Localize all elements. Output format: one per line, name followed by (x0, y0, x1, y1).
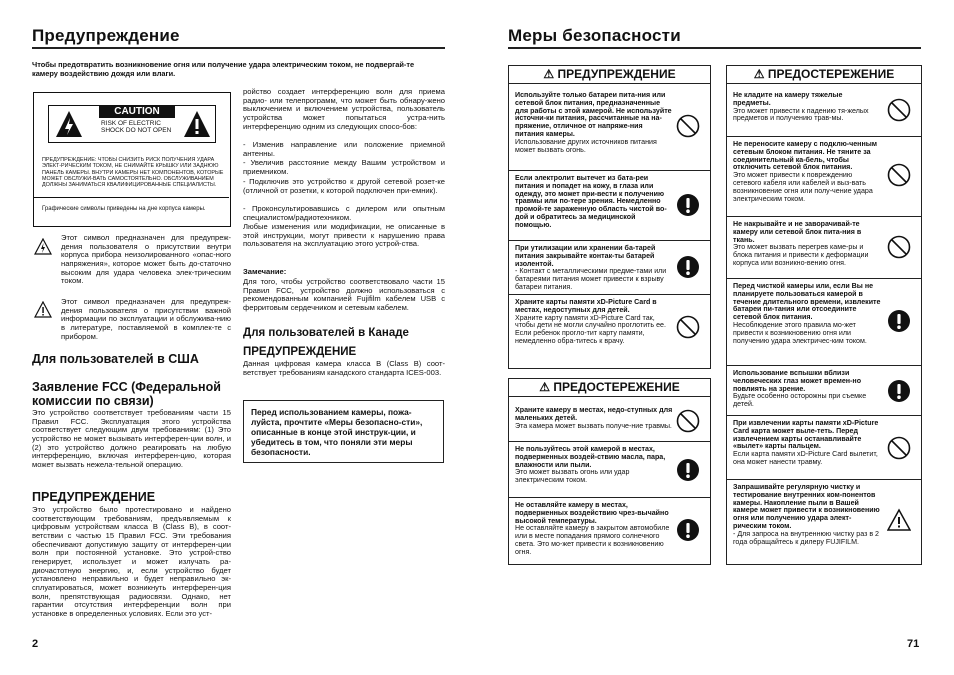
usa-heading: Для пользователей в США (32, 352, 199, 366)
caution-box-left (508, 378, 711, 565)
lightning-symbol-icon (34, 238, 52, 255)
item-text: Использование других источников питания может вызвать огонь. (515, 137, 657, 154)
col2-item: - Проконсультировавшись с дилером или опытным специалистом/радиотехником. (243, 204, 445, 222)
item-title: Не оставляйте камеру в местах, подверженных воздействию чрез-вычайно высокой температуры. (515, 501, 669, 525)
fcc-text: Это устройство соответствует требованиям части 15 Правил FCC. Эксплуатация этого устройства соответствует следующим двум требованиям: (1) Это устройство не может вызывать интерферен-ции волн, и (2) это устройство должно реагировать на любую интерференцию, включая интерферен-цию, которая может вызвать нежела-тельной операцию. (32, 408, 231, 469)
list-item (509, 86, 710, 170)
list-item (509, 170, 710, 240)
mandatory-icon (887, 379, 911, 403)
canada-heading: Для пользователей в Канаде (243, 327, 409, 339)
warning-heading: ПРЕДУПРЕЖДЕНИЕ (32, 490, 156, 504)
list-item (509, 399, 710, 441)
item-text: Это может привести к повреждению сетевого кабеля или кабелей и выз-вать возникновение огня или полу-чение удара электрическим током. (733, 171, 873, 203)
list-item (727, 216, 921, 278)
caution-box-right (726, 65, 922, 565)
item-title: Используйте только батареи пита-ния или сетевой блок питания, предназначенные для работы с этой камерой. Не используйте источни-ки питания, рассчитанные на на-пряжение, отличное от напряже-ния питания камеры. (515, 91, 672, 138)
mandatory-icon (676, 255, 700, 279)
safety-note-frame (243, 400, 444, 463)
item-title: Не переносите камеру с подклю-ченным сетевым блоком питания. Не тяните за соединительный ка-бель, чтобы отключить сетевой блок питания. (733, 140, 878, 172)
prohibited-icon (887, 436, 911, 460)
item-title: Не накрывайте и не заворачивай-те камеру или сетевой блок пита-ния в ткань. (733, 220, 862, 244)
prohibited-icon (887, 98, 911, 122)
mandatory-icon (676, 193, 700, 217)
list-item (509, 441, 710, 497)
item-title: Не кладите на камеру тяжелые предметы. (733, 91, 843, 107)
canada-warning: ПРЕДУПРЕЖДЕНИЕ (243, 346, 357, 358)
list-item (727, 136, 921, 216)
symbol-text-1: Этот символ предназначен для предупреж-дения пользователя о присутствии внутри корпуса прибора неизолированного «опас-ного напряжения», которое может быть до-статочно высоким для удара человека элек-трическим током. (61, 233, 231, 286)
caution-triangle-icon: ⚠ (543, 67, 555, 81)
caution-box-title: ПРЕДОСТЕРЕЖЕНИЕ (553, 380, 680, 394)
caution-text: ПРЕДУПРЕЖДЕНИЕ: ЧТОБЫ СНИЗИТЬ РИСК ПОЛУЧЕНИЯ УДАРА ЭЛЕКТ-РИЧЕСКИМ ТОКОМ, НЕ СНИМАЙТЕ КРЫШКУ ИЛИ ЗАДНЮЮ ПАНЕЛЬ КАМЕРЫ. ВНУТРИ КАМЕРЫ НЕТ КОМПОНЕНТОВ, КОТОРЫЕ МОЖЕТ ОБСЛУЖИ-ВАТЬ САМОСТОЯТЕЛЬНО. ОБСЛУЖИВАНИЕМ ДОЛЖНЫ ЗАНИМАТЬСЯ КВАЛИФИЦИРОВАННЫЕ СПЕЦИАЛИСТЫ. (42, 157, 224, 189)
item-text: - Для запроса на внутреннюю чистку раз в 2 года обращайтесь к дилеру FUJIFILM. (733, 529, 880, 546)
warning-box-header (509, 66, 710, 84)
col2-text2: Любые изменения или модификации, не описанные в этой инструкции, могут привести к нарушению права пользователя на эксплуатацию этого устрой-ства. (243, 222, 445, 249)
item-text: Если карта памяти xD-Picture Card вылетит, она может нанести травму. (733, 450, 878, 466)
item-title: Запрашивайте регулярную чистку и тестирование внутренних ком-понентов камеры. Накопление пыли в Вашей камере может привести к возникновению огня или получению удара элект-рическим током. (733, 483, 880, 530)
divider (508, 47, 921, 49)
warning-box (508, 65, 711, 369)
list-item (727, 479, 921, 564)
item-title: Не пользуйтесь этой камерой в местах, подверженных воздей-ствию масла, пара, влажности или пыли. (515, 445, 666, 469)
note-text: Для того, чтобы устройство соответствовало части 15 Правил FCC, устройство должно использоваться с рекомендованным компанией Fujifilm кабелем USB с ферритовым сердечником и сетевым кабелем. (243, 277, 445, 312)
warning-text: Это устройство было протестировано и найдено соответствующим требованиям, предъявляемым к цифровым устройствам класса B (Class B), в соот-ветствии с частью 15 Правил FCC. Эти требования обеспечивают допустимую защиту от интерферен-ции волн при постоянной установке. Это устрой-ство генерирует, использует и может излучать ра-диочастотную энергию, и, если устройство будет установлено неправильно и будет неправильно эк-сплуатироваться, может возникнуть интерферен-ция волн, препятствующая радиосвязи. Однако, нет гарантии отсутствия интерференции волн при установке в определенных условиях. Если это уст- (32, 505, 231, 618)
col2-item: - Подключив это устройство к другой сетевой розет-ке (отличной от розетки, к которой подключен при-емник). (243, 177, 445, 195)
col2-item: - Изменив направление или положение приемной антенны. (243, 140, 445, 158)
safety-note-text: Перед использованием камеры, пожа-луйста, прочтите «Меры безопасно-сти», описанные в конце этой инструк-ции, и убедитесь в том, что поняли эти меры безопасности. (251, 407, 423, 457)
caution-label: CAUTION (99, 106, 175, 118)
item-title: Если электролит вытечет из бата-реи питания и попадет на кожу, в глаза или одежду, это может при-вести к получению травмы или по-тере зрения. Немедленно промой-те зараженную область чистой во-дой и обратитесь за медицинской помощью. (515, 174, 667, 229)
col2-item: - Увеличив расстояние между Вашим устройством и приемником. (243, 158, 445, 176)
caution-triangle-icon: ⚠ (539, 380, 551, 394)
item-text: Будьте особенно осторожны при съемке детей. (733, 392, 867, 409)
note-heading: Замечание: (243, 267, 287, 276)
item-text: Эта камера может вызвать получе-ние травмы. (515, 421, 672, 430)
intro-text: Чтобы предотвратить возникновение огня или получение удара электрическим током, не подвергай-те камеру воздействию дождя или влаги. (32, 60, 415, 78)
caution-icon (887, 508, 911, 532)
list-item (727, 278, 921, 365)
exclamation-icon (183, 110, 211, 138)
prohibited-icon (887, 235, 911, 259)
list-item (509, 240, 710, 294)
prohibited-icon (676, 114, 700, 138)
symbol-text-2: Этот символ предназначен для предупреж-дения пользователя о присутствии важной информации по эксплуатации и обслужива-нию в литературе, поставляемой в комплек-те с прибором. (61, 297, 231, 341)
exclamation-symbol-icon (34, 301, 52, 318)
list-item (509, 497, 710, 564)
item-text: - Контакт с металлическими предме-тами или батареями питания может привести к взрыву батареи питания. (515, 267, 667, 291)
caution-box-header (727, 66, 921, 84)
page-title-right: Меры безопасности (508, 26, 681, 45)
item-title: При утилизации или хранении ба-тарей питания закрывайте контак-ты батарей изолентой. (515, 244, 656, 268)
fcc-heading: Заявление FCC (Федеральной комиссии по связи) (32, 380, 221, 408)
caution-box (33, 92, 231, 227)
prohibited-icon (676, 409, 700, 433)
caution-sub: RISK OF ELECTRIC SHOCK DO NOT OPEN (101, 120, 172, 134)
page-number-left: 2 (32, 638, 39, 650)
caution-box-title: ПРЕДОСТЕРЕЖЕНИЕ (767, 67, 895, 81)
mandatory-icon (676, 458, 700, 482)
caution-note: Графические символы приведены на дне корпуса камеры. (42, 206, 206, 212)
divider (32, 47, 445, 49)
page-title-left: Предупреждение (32, 26, 180, 45)
item-text: Это может вызвать перегрев каме-ры и блока питания и привести к деформации корпуса или возникно-вению огня. (733, 243, 869, 267)
item-title: Использование вспышки вблизи человеческих глаз может времен-но повлиять на зрение. (733, 369, 862, 393)
item-title: Перед чисткой камеры или, если Вы не планируете пользоваться камерой в течение длительного времени, извлеките батареи пи-тания или отсоедините сетевой блок питания. (733, 282, 881, 322)
list-item (727, 415, 921, 479)
caution-box-header (509, 379, 710, 397)
mandatory-icon (676, 518, 700, 542)
prohibited-icon (887, 163, 911, 187)
list-item (727, 365, 921, 415)
canada-text: Данная цифровая камера класса B (Class B) соот-ветствует требованиям канадского стандарта ICES-003. (243, 359, 445, 377)
warning-box-title: ПРЕДУПРЕЖДЕНИЕ (557, 67, 676, 81)
item-text: Не оставляйте камеру в закрытом автомобиле или в месте попадания прямого солнечного света. Это мо-жет привести к возникновению огня. (515, 524, 670, 556)
item-title: При извлечении карты памяти xD-Picture Card карта может выле-теть. Перед извлечением карты останавливайте «вылет» карты пальцем. (733, 419, 879, 451)
prohibited-icon (676, 315, 700, 339)
item-title: Храните карты памяти xD-Picture Card в местах, недоступных для детей. (515, 298, 657, 314)
item-text: Храните карту памяти xD-Picture Card так, чтобы дети не могли случайно проглотить ее. Если ребенок прогло-тит карту памяти, немедленно обра-титесь к врачу. (515, 313, 666, 345)
item-title: Храните камеру в местах, недо-ступных для маленьких детей. (515, 406, 673, 422)
item-text: Это может привести к падению тя-желых предметов и получению трав-мы. (733, 106, 869, 123)
mandatory-icon (887, 309, 911, 333)
page-number-right: 71 (907, 638, 920, 650)
caution-triangle-icon: ⚠ (753, 67, 765, 81)
list-item (509, 294, 710, 368)
lightning-icon (55, 110, 83, 138)
item-text: Несоблюдение этого правила мо-жет привести к возникновению огня или получению удара электричес-ким током. (733, 320, 867, 345)
list-item (727, 86, 921, 136)
item-text: Это может вызвать огонь или удар электрическим током. (515, 468, 630, 485)
col2-text: ройство создает интерференцию волн для приема радио- или телепрограмм, что может быть обнару-жено выключением и включением устройства, пользователь устройства может попытаться устра-нить интерференцию одним из следующих спосо-бов: (243, 87, 445, 131)
